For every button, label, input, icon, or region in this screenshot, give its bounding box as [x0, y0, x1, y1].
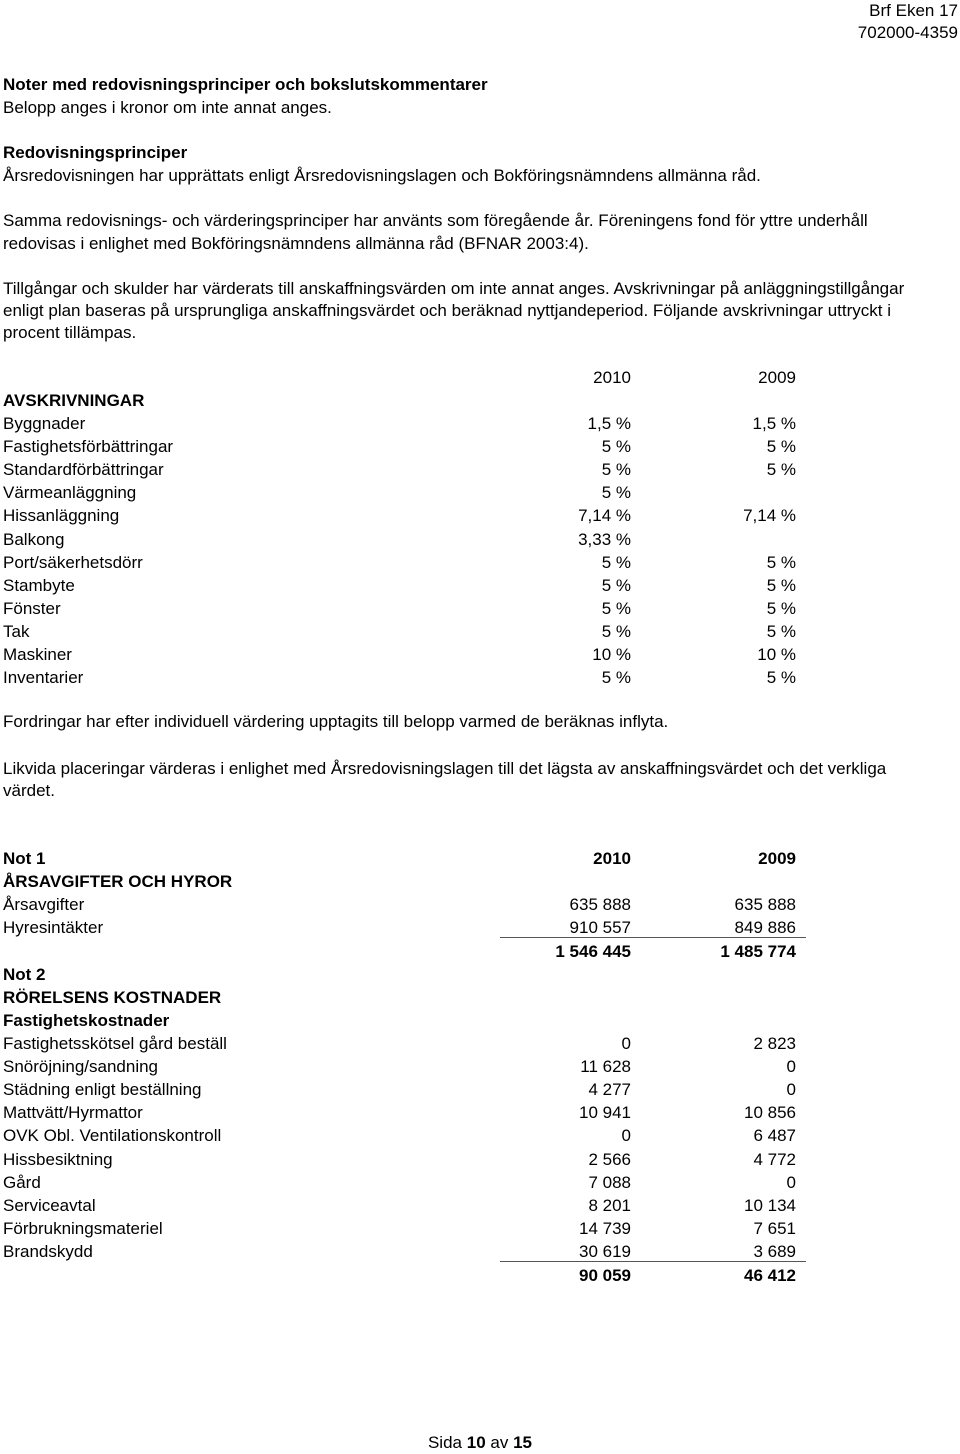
row-label: Inventarier [3, 668, 84, 688]
row-label: Tak [3, 621, 30, 641]
row-label: Serviceavtal [3, 1195, 96, 1215]
not2-row [3, 1217, 803, 1240]
page-footer [0, 1432, 960, 1454]
row-label: Standardförbättringar [3, 460, 164, 480]
page-prefix: Sida [427, 1433, 462, 1452]
liquid-text-line-2: värdet. [3, 781, 55, 800]
row-value-2010: 5 % [601, 575, 631, 595]
row-label: Balkong [3, 529, 65, 549]
page-of: av [490, 1433, 509, 1452]
not2-row [3, 1032, 803, 1055]
row-label: Mattvätt/Hyrmattor [3, 1103, 143, 1123]
not1-sum-rule [500, 937, 806, 938]
row-label: Värmeanläggning [3, 483, 137, 503]
depreciation-row [3, 643, 803, 666]
principles-paragraph-3-line-2: enligt plan baseras på ursprungliga anskaffningsvärdet och beräknad nyttjandeperiod. Följande avskrivningar uttryckt i [3, 301, 891, 320]
row-value-2010: 5 % [601, 552, 631, 572]
row-label: Port/säkerhetsdörr [3, 552, 143, 572]
not2-row [3, 1240, 803, 1263]
notes-title: Noter med redovisningsprinciper och bokslutskommentarer [3, 75, 488, 94]
row-value-2009: 10 856 [744, 1103, 796, 1123]
not2-row [3, 1124, 803, 1147]
row-label: Fönster [3, 598, 61, 618]
not1-year-2009: 2009 [758, 849, 796, 868]
row-value-2010: 11 628 [580, 1057, 631, 1077]
not2-label-row [3, 963, 803, 986]
principles-paragraph-2-line-1: Samma redovisnings- och värderingsprinciper har använts som föregående år. Föreningens fond för yttre underhåll [3, 211, 868, 230]
page-number: 10 [466, 1433, 486, 1452]
row-value-2010: 3,33 % [578, 529, 631, 549]
principles-heading: Redovisningsprinciper [3, 143, 188, 162]
row-value-2010: 0 [621, 1034, 631, 1053]
row-value-2010: 10 941 [579, 1103, 631, 1123]
row-value-2010: 2 566 [588, 1149, 631, 1169]
row-value-2010: 5 % [601, 621, 631, 641]
depreciation-row [3, 574, 803, 597]
row-value-2009: 10 134 [744, 1195, 796, 1215]
row-value-2009: 5 % [766, 575, 796, 595]
row-value-2010: 910 557 [569, 918, 631, 937]
depreciation-row [3, 435, 803, 458]
not1-header [3, 847, 803, 870]
not2-row [3, 1194, 803, 1217]
row-label: Förbrukningsmateriel [3, 1218, 163, 1238]
row-value-2010: 30 619 [579, 1241, 631, 1261]
row-value-2009: 0 [786, 1172, 796, 1192]
row-value-2010: 0 [621, 1126, 631, 1146]
row-value-2009: 6 487 [753, 1126, 796, 1146]
depreciation-row [3, 504, 803, 527]
row-label: Brandskydd [3, 1241, 93, 1261]
row-label: OVK Obl. Ventilationskontroll [3, 1126, 222, 1146]
row-value-2010: 635 888 [569, 895, 631, 914]
row-value-2009: 2 823 [753, 1034, 796, 1053]
depreciation-row [3, 597, 803, 620]
depreciation-row [3, 620, 803, 643]
row-value-2009: 5 % [766, 668, 796, 688]
row-value-2009: 635 888 [734, 895, 796, 914]
not2-total-2010: 90 059 [579, 1266, 631, 1285]
not1-year-2010: 2010 [593, 849, 631, 868]
row-value-2009: 5 % [766, 621, 796, 641]
row-label: Byggnader [3, 414, 86, 433]
row-value-2009: 5 % [766, 460, 796, 480]
row-value-2009: 4 772 [753, 1149, 796, 1169]
depreciation-year-2009: 2009 [758, 368, 796, 387]
row-value-2010: 4 277 [588, 1080, 631, 1100]
row-value-2010: 8 201 [588, 1195, 631, 1215]
row-label: Stambyte [3, 575, 75, 595]
row-value-2010: 7 088 [588, 1172, 631, 1192]
not1-heading: ÅRSAVGIFTER OCH HYROR [3, 872, 233, 891]
row-value-2009: 5 % [766, 552, 796, 572]
row-value-2009: 10 % [757, 645, 796, 664]
row-value-2009: 1,5 % [752, 414, 796, 433]
org-name: Brf Eken 17 [869, 1, 958, 20]
not1-total-row [3, 940, 803, 963]
not1-row [3, 893, 803, 916]
row-label: Hissanläggning [3, 506, 120, 526]
row-value-2009: 0 [786, 1057, 796, 1077]
row-value-2009: 7 651 [753, 1218, 796, 1238]
row-value-2010: 5 % [601, 437, 631, 457]
not2-subheading: Fastighetskostnader [3, 1011, 170, 1030]
row-label: Fastighetsskötsel gård beställ [3, 1034, 227, 1053]
depreciation-row [3, 551, 803, 574]
depreciation-heading: AVSKRIVNINGAR [3, 391, 145, 410]
row-value-2009: 849 886 [734, 918, 796, 937]
row-label: Snöröjning/sandning [3, 1057, 159, 1077]
not2-row [3, 1171, 803, 1194]
notes-subtitle: Belopp anges i kronor om inte annat anges. [3, 98, 332, 117]
receivables-text: Fordringar har efter individuell värdering upptagits till belopp varmed de beräknas inflyta. [3, 712, 669, 731]
depreciation-year-header [3, 366, 803, 389]
not2-row [3, 1055, 803, 1078]
page-total: 15 [513, 1433, 533, 1452]
row-label: Städning enligt beställning [3, 1080, 202, 1100]
not2-row [3, 1078, 803, 1101]
depreciation-row [3, 666, 803, 689]
row-value-2009: 5 % [766, 598, 796, 618]
row-value-2010: 5 % [601, 668, 631, 688]
row-label: Maskiner [3, 645, 72, 664]
depreciation-row [3, 412, 803, 435]
not2-sum-rule [500, 1261, 806, 1262]
row-value-2010: 5 % [601, 483, 631, 503]
row-value-2010: 14 739 [579, 1218, 631, 1238]
document-header [858, 0, 958, 44]
not2-row [3, 1101, 803, 1124]
not1-total-2009: 1 485 774 [720, 942, 796, 961]
row-label: Hissbesiktning [3, 1149, 113, 1169]
depreciation-row [3, 458, 803, 481]
row-label: Fastighetsförbättringar [3, 437, 174, 457]
row-value-2010: 5 % [601, 460, 631, 480]
not1-total-2010: 1 546 445 [555, 942, 631, 961]
row-label: Årsavgifter [3, 895, 85, 914]
org-number: 702000-4359 [857, 23, 958, 42]
row-value-2010: 5 % [601, 598, 631, 618]
not2-row [3, 1148, 803, 1171]
row-value-2009: 0 [786, 1080, 796, 1100]
row-value-2010: 10 % [592, 645, 631, 664]
row-value-2009: 5 % [766, 437, 796, 457]
row-value-2010: 1,5 % [587, 414, 631, 433]
row-value-2009: 7,14 % [743, 506, 796, 526]
not2-total-2009: 46 412 [744, 1266, 796, 1285]
row-value-2010: 7,14 % [578, 506, 631, 526]
not2-heading: RÖRELSENS KOSTNADER [3, 988, 222, 1007]
principles-paragraph-1: Årsredovisningen har upprättats enligt Årsredovisningslagen och Bokföringsnämndens allmänna råd. [3, 166, 761, 185]
row-value-2009: 3 689 [753, 1241, 796, 1261]
liquid-text-line-1: Likvida placeringar värderas i enlighet med Årsredovisningslagen till det lägsta av anskaffningsvärdet och det verkliga [3, 759, 887, 778]
row-label: Hyresintäkter [3, 918, 104, 937]
not2-total-row [3, 1264, 803, 1287]
not1-row [3, 916, 803, 939]
principles-paragraph-3-line-3: procent tillämpas. [3, 323, 137, 342]
not2-label: Not 2 [3, 965, 46, 984]
depreciation-row [3, 528, 803, 551]
not1-label: Not 1 [3, 849, 46, 868]
principles-paragraph-3-line-1: Tillgångar och skulder har värderats till anskaffningsvärden om inte annat anges. Avskrivningar på anläggningstillgångar [3, 279, 905, 298]
principles-paragraph-2-line-2: redovisas i enlighet med Bokföringsnämndens allmänna råd (BFNAR 2003:4). [3, 234, 589, 253]
depreciation-year-2010: 2010 [593, 368, 631, 387]
depreciation-row [3, 481, 803, 504]
row-label: Gård [3, 1172, 41, 1192]
